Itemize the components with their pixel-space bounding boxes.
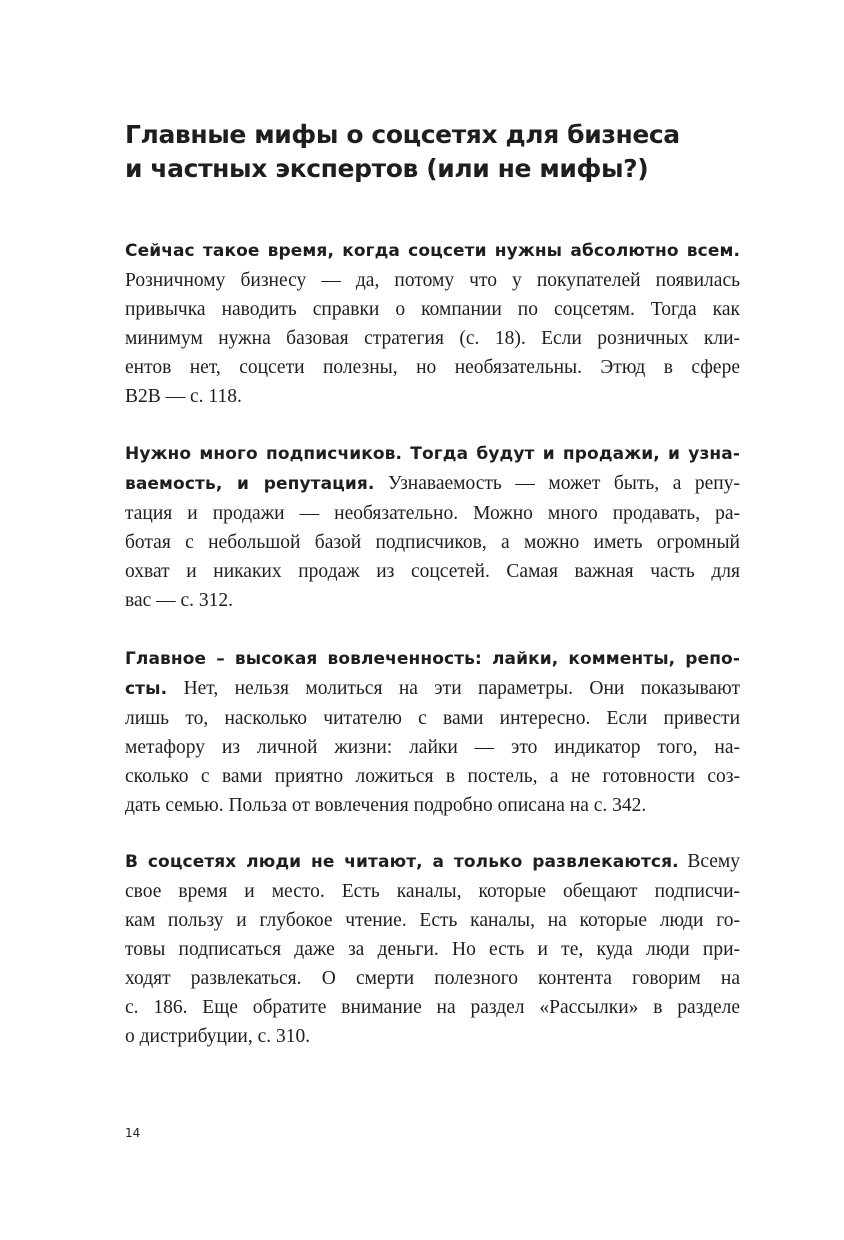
paragraph-line: ходят развлекаться. О смерти полезного контента говорим на — [125, 968, 740, 989]
title-line-2: и частных экспертов (или не мифы?) — [125, 154, 649, 183]
paragraph-line: товы подписаться даже за деньги. Но есть и те, куда люди при- — [125, 939, 740, 960]
page-title — [125, 118, 745, 186]
page-number: 14 — [125, 1126, 141, 1140]
paragraph-text: Нет, нельзя молиться на эти параметры. Они показывают — [167, 678, 740, 699]
paragraph-line: дать семью. Польза от вовлечения подробно описана на с. 342. — [125, 795, 647, 816]
paragraph-line: охват и никаких продаж из соцсетей. Самая важная часть для — [125, 561, 740, 582]
myth-section-4 — [125, 847, 740, 1051]
paragraph-line: кам пользу и глубокое чтение. Есть каналы, на которые люди го- — [125, 910, 740, 931]
paragraph-line: ботая с небольшой базой подписчиков, а можно иметь огромный — [125, 532, 740, 553]
myth-section-2 — [125, 440, 740, 615]
paragraph-line: Розничному бизнесу — да, потому что у покупателей появилась — [125, 270, 740, 291]
myth-section-3 — [125, 645, 740, 820]
paragraph-line: о дистрибуции, с. 310. — [125, 1026, 311, 1047]
paragraph-line: с. 186. Еще обратите внимание на раздел «Рассылки» в разделе — [125, 997, 740, 1018]
paragraph-line: метафору из личной жизни: лайки — это индикатор того, на- — [125, 737, 740, 758]
paragraph-line: минимум нужна базовая стратегия (с. 18). Если розничных кли- — [125, 328, 740, 349]
myth-section-1 — [125, 237, 740, 411]
paragraph-line: свое время и место. Есть каналы, которые обещают подписчи- — [125, 881, 740, 902]
paragraph-line: ентов нет, соцсети полезны, но необязательны. Этюд в сфере — [125, 357, 740, 378]
paragraph-line: лишь то, насколько читателю с вами интересно. Если привести — [125, 708, 740, 729]
paragraph-line: вас — с. 312. — [125, 590, 234, 611]
myth-lead-2: Нужно много подписчиков. Тогда будут и продажи, и узна- — [125, 444, 740, 464]
paragraph-line — [125, 469, 740, 499]
paragraph-line — [125, 847, 740, 877]
paragraph-line: привычка наводить справки о компании по соцсетям. Тогда как — [125, 299, 740, 320]
paragraph-line: тация и продажи — необязательно. Можно много продавать, ра- — [125, 503, 740, 524]
myth-lead-1: Сейчас такое время, когда соцсети нужны абсолютно всем. — [125, 241, 740, 261]
paragraph-text: Узнаваемость — может быть, а репу- — [374, 473, 740, 494]
paragraph-line: B2B — с. 118. — [125, 386, 242, 407]
myth-lead-3-cont: сты. — [125, 679, 168, 699]
myth-lead-4: В соцсетях люди не читают, а только развлекаются. — [125, 852, 679, 872]
paragraph-line — [125, 674, 740, 704]
paragraph-text: Всему — [678, 851, 740, 872]
title-line-1: Главные мифы о соцсетях для бизнеса — [125, 120, 680, 149]
paragraph-line: сколько с вами приятно ложиться в постель, а не готовности соз- — [125, 766, 740, 787]
myth-lead-2-cont: ваемость, и репутация. — [125, 474, 375, 494]
myth-lead-3: Главное – высокая вовлеченность: лайки, комменты, репо- — [125, 649, 740, 669]
